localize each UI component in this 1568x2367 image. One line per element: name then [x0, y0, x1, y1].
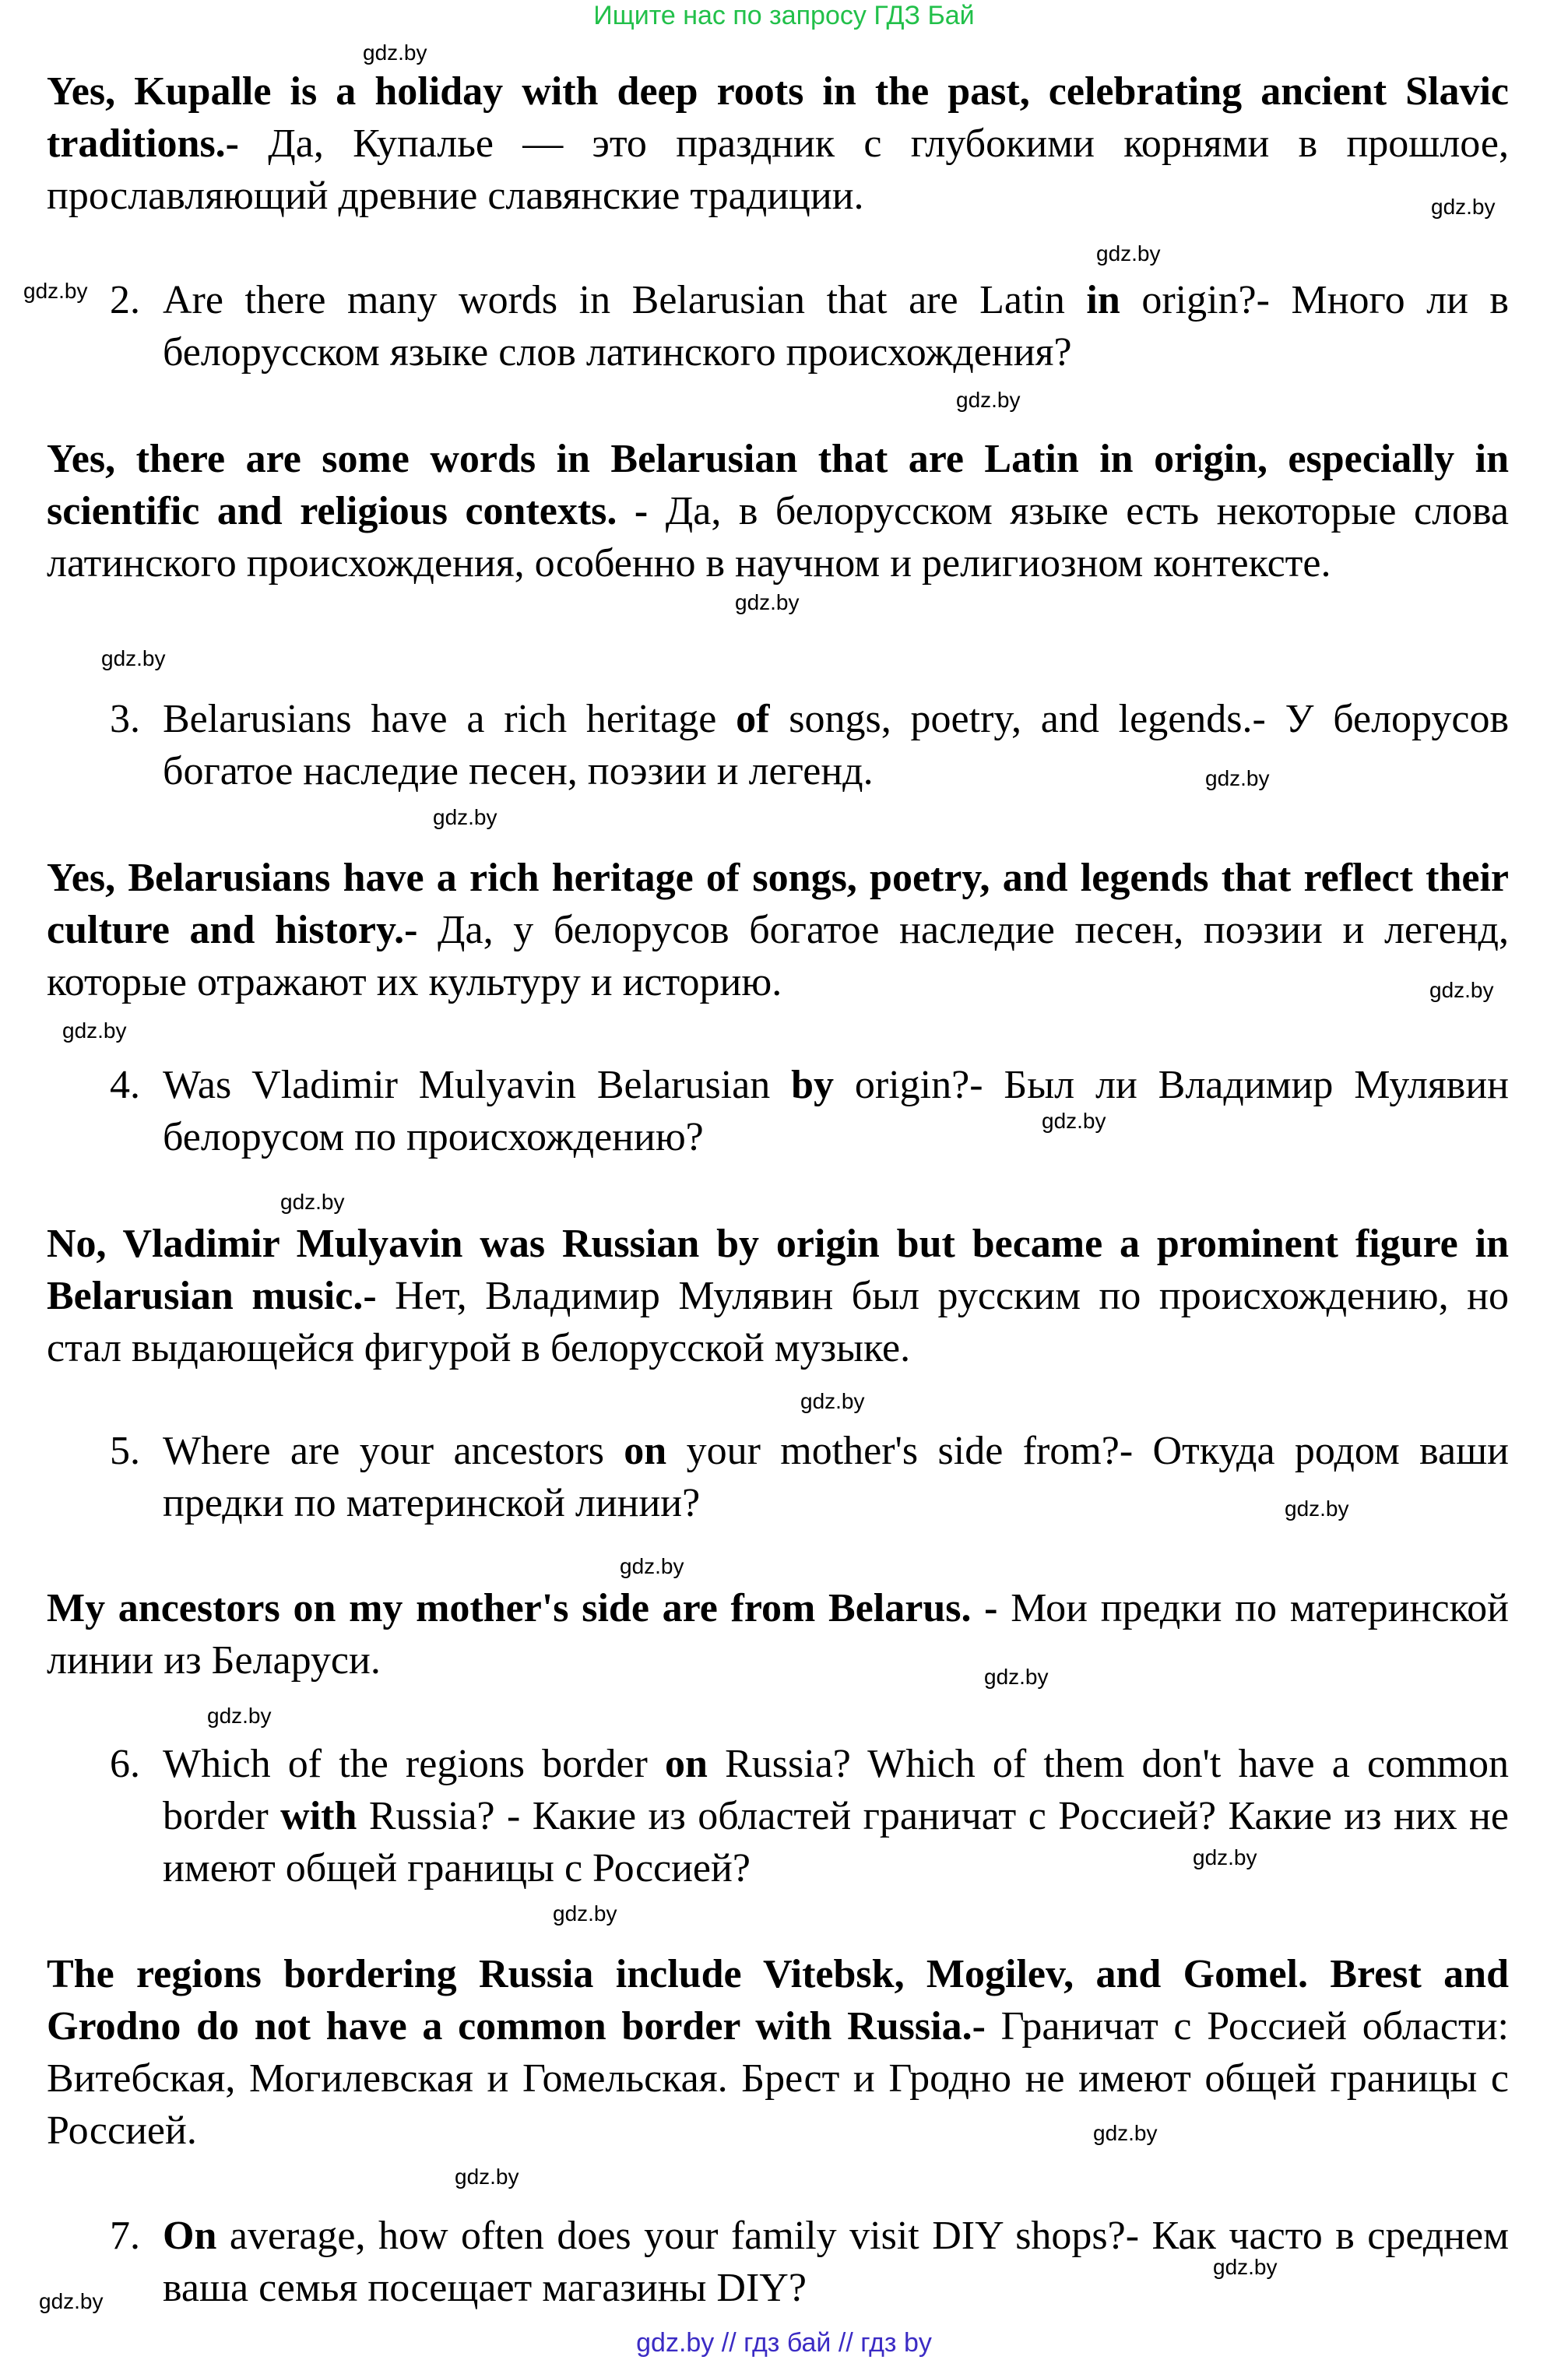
answer-4-ru: Нет, Владимир Мулявин был русским по происхождению, но стал выдающейся фигурой в белорусской музыке.: [47, 1274, 1509, 1370]
answer-4-en: No, Vladimir Mulyavin was Russian by origin but became a prominent figure in Belarusian music.-: [47, 1222, 1509, 1318]
question-3-text-a: Belarusians have a rich heritage: [163, 697, 737, 741]
top-banner[interactable]: Ищите нас по запросу ГДЗ Бай: [593, 1, 975, 30]
watermark: gdz.by: [1093, 2121, 1158, 2145]
question-5-text-b: your mother's side from?- Откуда родом ваши предки по материнской линии?: [163, 1429, 1509, 1525]
question-2: [163, 274, 1509, 378]
question-7: [163, 2210, 1509, 2314]
question-6-text-a: Which of the regions border: [163, 1742, 666, 1786]
question-7-keyword: On: [163, 2214, 217, 2258]
answer-2-en: Yes, there are some words in Belarusian that are Latin in origin, especially in scientific and religious contexts. -: [47, 437, 1509, 533]
question-3: [163, 693, 1509, 797]
answer-5: [47, 1582, 1509, 1686]
question-3-keyword: of: [736, 697, 770, 741]
answer-6-ru: Граничат с Россией области: Витебская, Могилевская и Гомельская. Брест и Гродно не имеют общей границы с Россией.: [47, 2004, 1509, 2153]
question-4-number: 4.: [110, 1063, 140, 1107]
question-7-text-b: average, how often does your family visit DIY shops?- Как часто в среднем ваша семья посещает магазины DIY?: [163, 2214, 1509, 2310]
question-2-text-b: origin?- Много ли в белорусском языке слов латинского происхождения?: [163, 278, 1509, 375]
question-2-number: 2.: [110, 278, 140, 322]
watermark: gdz.by: [1429, 978, 1494, 1002]
question-3-text-b: songs, poetry, and legends.- У белорусов богатое наследие песен, поэзии и легенд.: [163, 697, 1509, 793]
question-6-keyword-1: on: [665, 1742, 708, 1786]
question-4: [163, 1059, 1509, 1163]
question-6-text-b: Russia? Which of them don't have a common border: [163, 1742, 1509, 1838]
question-6-text-c: Russia? - Какие из областей граничат с Россией? Какие из них не имеют общей границы с Россией?: [163, 1794, 1509, 1890]
watermark: gdz.by: [363, 40, 427, 65]
question-3-number: 3.: [110, 697, 140, 741]
watermark: gdz.by: [956, 388, 1021, 412]
answer-1-ru: Да, Купалье — это праздник с глубокими корнями в прошлое, прославляющий древние славянские традиции.: [47, 121, 1509, 218]
answer-2-ru: Да, в белорусском языке есть некоторые слова латинского происхождения, особенно в научном и религиозном контексте.: [47, 489, 1510, 586]
question-5-text-a: Where are your ancestors: [163, 1429, 624, 1473]
question-4-text-b: origin?- Был ли Владимир Мулявин белорусом по происхождению?: [163, 1063, 1509, 1159]
answer-6: [47, 1948, 1509, 2157]
watermark: gdz.by: [1431, 195, 1496, 219]
answer-5-en: My ancestors on my mother's side are from Belarus. -: [47, 1586, 998, 1630]
watermark: gdz.by: [1193, 1845, 1257, 1869]
question-7-number: 7.: [110, 2214, 140, 2258]
watermark: gdz.by: [1213, 2255, 1278, 2279]
answer-3-ru: Да, у белорусов богатое наследие песен, поэзии и легенд, которые отражают их культуру и историю.: [47, 908, 1509, 1004]
answer-1-en: Yes, Kupalle is a holiday with deep roots in the past, celebrating ancient Slavic traditions.-: [47, 69, 1509, 166]
watermark: gdz.by: [984, 1665, 1049, 1689]
question-2-keyword: in: [1086, 278, 1120, 322]
question-6-number: 6.: [110, 1742, 140, 1786]
question-6: [163, 1738, 1509, 1894]
watermark: gdz.by: [207, 1704, 272, 1728]
watermark: gdz.by: [62, 1018, 127, 1043]
watermark: gdz.by: [1096, 241, 1161, 266]
watermark: gdz.by: [553, 1901, 617, 1926]
watermark: gdz.by: [1042, 1109, 1106, 1133]
answer-3-en: Yes, Belarusians have a rich heritage of songs, poetry, and legends that reflect their culture and history.-: [47, 856, 1509, 952]
question-5-keyword: on: [624, 1429, 667, 1473]
watermark: gdz.by: [1205, 766, 1270, 790]
watermark: gdz.by: [735, 590, 800, 614]
answer-1: [47, 65, 1509, 222]
answer-4: [47, 1218, 1509, 1374]
watermark: gdz.by: [433, 805, 497, 829]
watermark: gdz.by: [101, 646, 166, 670]
question-2-text-a: Are there many words in Belarusian that are Latin: [163, 278, 1087, 322]
bottom-banner[interactable]: gdz.by // гдз бай // гдз by: [636, 2328, 932, 2358]
question-5-number: 5.: [110, 1429, 140, 1473]
question-6-keyword-2: with: [280, 1794, 357, 1838]
watermark: gdz.by: [455, 2165, 519, 2189]
watermark: gdz.by: [620, 1554, 684, 1578]
watermark: gdz.by: [39, 2289, 104, 2313]
question-4-keyword: by: [791, 1063, 835, 1107]
watermark: gdz.by: [23, 279, 88, 303]
watermark: gdz.by: [1285, 1497, 1349, 1521]
answer-6-en: The regions bordering Russia include Vitebsk, Mogilev, and Gomel. Brest and Grodno do not have a common border with Russia.-: [47, 1952, 1509, 2049]
answer-5-ru: Мои предки по материнской линии из Беларуси.: [47, 1586, 1509, 1683]
answer-3: [47, 852, 1509, 1008]
watermark: gdz.by: [800, 1389, 865, 1413]
answer-2: [47, 433, 1509, 589]
watermark: gdz.by: [280, 1190, 345, 1214]
question-4-text-a: Was Vladimir Mulyavin Belarusian: [163, 1063, 792, 1107]
